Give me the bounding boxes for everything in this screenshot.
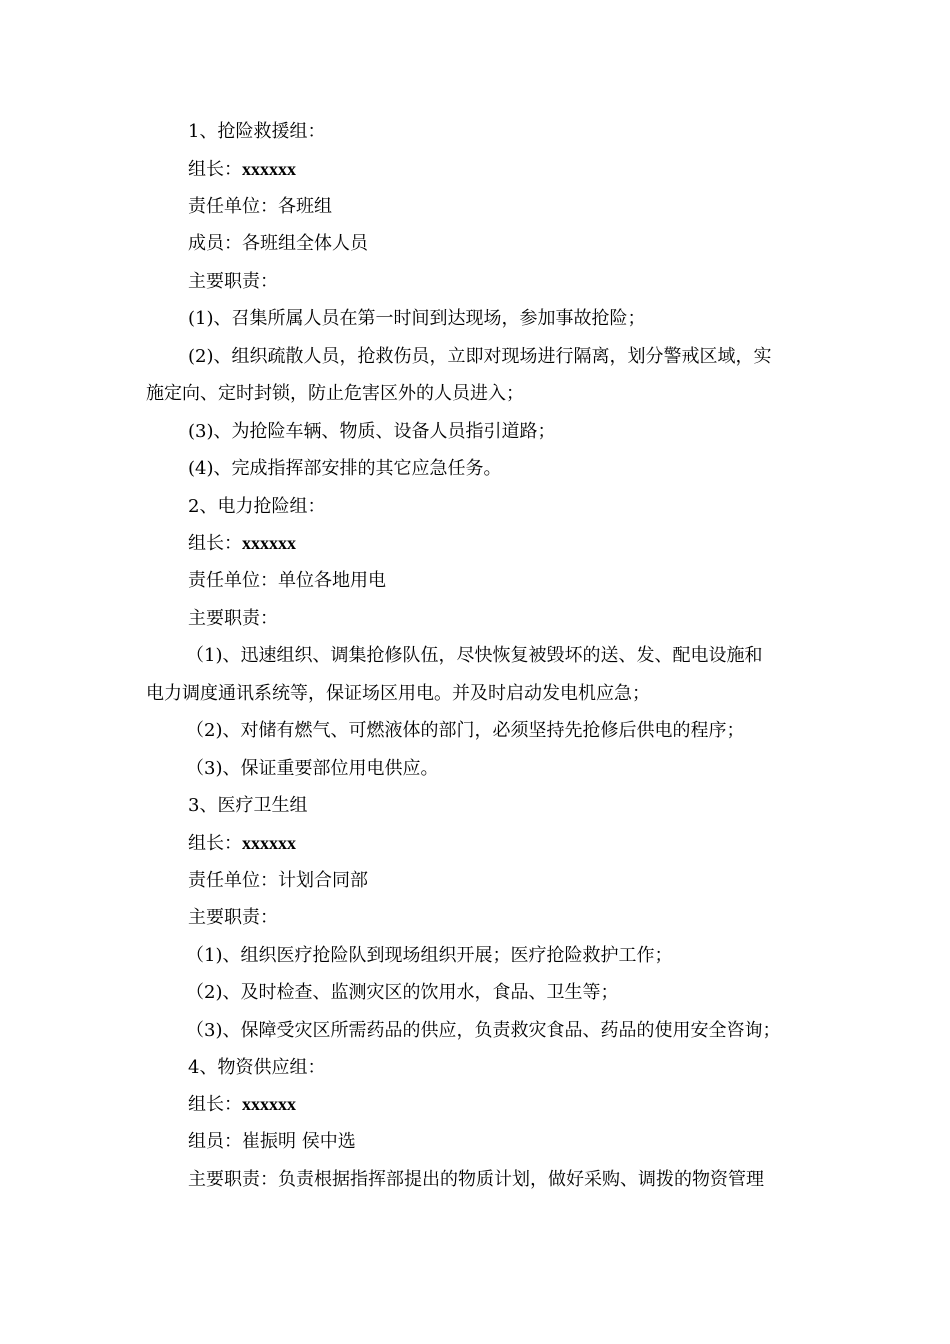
duty-item: (2)、组织疏散人员，抢救伤员，立即对现场进行隔离，划分警戒区域，实 <box>188 346 772 367</box>
duty-item: （3)、保障受灾区所需药品的供应，负责救灾食品、药品的使用安全咨询； <box>186 1020 781 1041</box>
duty-item: (4)、完成指挥部安排的其它应急任务。 <box>188 458 502 479</box>
leader-label: 组长： <box>188 833 242 854</box>
section-heading-power: 2、电力抢险组： <box>188 496 326 517</box>
leader-name: xxxxxx <box>242 833 296 853</box>
members-line: 成员：各班组全体人员 <box>188 233 368 254</box>
leader-label: 组长： <box>188 1094 242 1115</box>
section-heading-supplies: 4、物资供应组： <box>188 1057 326 1078</box>
leader-line <box>0 1086 950 1123</box>
duty-item-continued: 施定向、定时封锁，防止危害区外的人员进入； <box>146 383 524 404</box>
duties-line: 主要职责：负责根据指挥部提出的物质计划，做好采购、调拨的物资管理 <box>188 1169 764 1190</box>
responsible-unit-line: 责任单位：各班组 <box>188 196 332 217</box>
leader-label: 组长： <box>188 159 242 180</box>
duty-item: （3)、保证重要部位用电供应。 <box>186 758 439 779</box>
leader-label: 组长： <box>188 533 242 554</box>
duty-item: (3)、为抢险车辆、物质、设备人员指引道路； <box>188 421 556 442</box>
duty-item: (1)、召集所属人员在第一时间到达现场，参加事故抢险； <box>188 308 646 329</box>
leader-name: xxxxxx <box>242 159 296 179</box>
duty-item: （2)、及时检查、监测灾区的饮用水，食品、卫生等； <box>186 982 619 1003</box>
duty-item-continued: 电力调度通讯系统等，保证场区用电。并及时启动发电机应急； <box>146 683 650 704</box>
duties-heading: 主要职责： <box>188 907 278 928</box>
leader-name: xxxxxx <box>242 533 296 553</box>
duty-item: （1)、组织医疗抢险队到现场组织开展；医疗抢险救护工作； <box>186 945 673 966</box>
section-heading-medical: 3、医疗卫生组 <box>188 795 308 816</box>
section-heading-rescue: 1、抢险救援组： <box>188 121 326 142</box>
duties-heading: 主要职责： <box>188 271 278 292</box>
duty-item: （1)、迅速组织、调集抢修队伍，尽快恢复被毁坏的送、发、配电设施和 <box>186 645 763 666</box>
duties-heading: 主要职责： <box>188 608 278 629</box>
responsible-unit-line: 责任单位：计划合同部 <box>188 870 368 891</box>
leader-name: xxxxxx <box>242 1094 296 1114</box>
responsible-unit-line: 责任单位：单位各地用电 <box>188 570 386 591</box>
duty-item: （2)、对储有燃气、可燃液体的部门，必须坚持先抢修后供电的程序； <box>186 720 745 741</box>
leader-line <box>0 151 950 188</box>
members-line: 组员：崔振明 侯中选 <box>188 1131 356 1152</box>
leader-line <box>0 825 950 862</box>
leader-line <box>0 525 950 562</box>
